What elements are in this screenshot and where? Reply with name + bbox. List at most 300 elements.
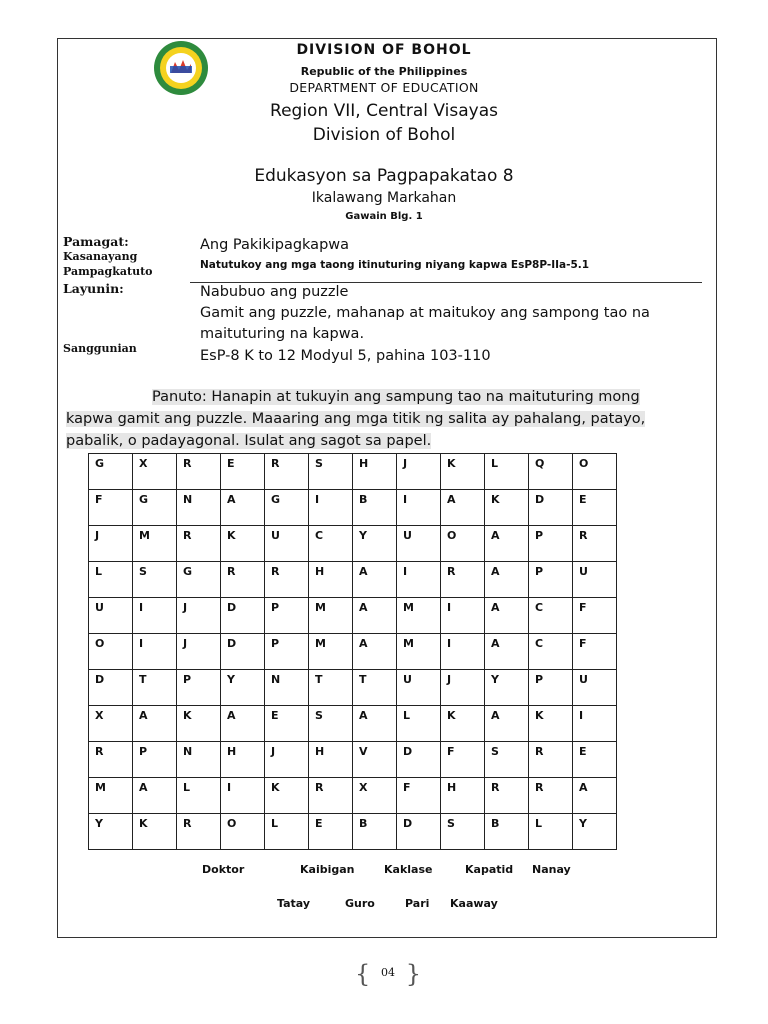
grid-row (89, 778, 617, 814)
grid-letter: H (359, 457, 369, 470)
grid-letter: I (139, 637, 144, 650)
grid-cell (441, 778, 485, 814)
grid-letter: H (447, 781, 457, 794)
grid-letter: X (359, 781, 368, 794)
grid-cell (309, 526, 353, 562)
grid-letter: P (535, 673, 544, 686)
grid-letter: I (403, 565, 408, 578)
panuto-instructions (66, 386, 706, 452)
grid-row (89, 562, 617, 598)
grid-cell (353, 742, 397, 778)
grid-letter: S (315, 709, 323, 722)
grid-cell (441, 742, 485, 778)
grid-cell (485, 742, 529, 778)
grid-letter: M (403, 601, 414, 614)
kasanayan-value: Natutukoy ang mga taong itinuturing niyang kapwa EsP8P-IIa-5.1 (200, 259, 590, 271)
grid-cell (177, 562, 221, 598)
grid-cell (529, 814, 573, 850)
grid-letter: R (491, 781, 500, 794)
grid-letter: R (95, 745, 104, 758)
grid-row (89, 454, 617, 490)
grid-cell (529, 670, 573, 706)
grid-cell (265, 490, 309, 526)
grid-cell (265, 670, 309, 706)
grid-cell (309, 562, 353, 598)
grid-cell (309, 634, 353, 670)
grid-letter: I (447, 601, 452, 614)
page-bracket-left: { (355, 960, 371, 988)
grid-letter: R (579, 529, 588, 542)
word-nanay: Nanay (532, 863, 571, 876)
grid-cell (353, 490, 397, 526)
grid-letter: Q (535, 457, 545, 470)
grid-cell (397, 562, 441, 598)
grid-letter: K (271, 781, 280, 794)
grid-cell (221, 526, 265, 562)
grid-letter: R (271, 565, 280, 578)
grid-cell (221, 706, 265, 742)
grid-letter: D (403, 745, 413, 758)
grid-cell (309, 490, 353, 526)
grid-letter: M (315, 601, 326, 614)
grid-letter: P (183, 673, 192, 686)
grid-cell (265, 706, 309, 742)
grid-letter: K (183, 709, 192, 722)
grid-letter: K (535, 709, 544, 722)
word-kaaway: Kaaway (450, 897, 498, 910)
grid-row (89, 598, 617, 634)
grid-cell (573, 562, 617, 598)
grid-cell (485, 454, 529, 490)
grid-row (89, 814, 617, 850)
grid-cell (441, 670, 485, 706)
grid-letter: K (447, 457, 456, 470)
grid-letter: Y (95, 817, 103, 830)
grid-letter: F (447, 745, 455, 758)
grid-letter: D (95, 673, 105, 686)
grid-letter: J (447, 673, 452, 686)
grid-cell (309, 742, 353, 778)
grid-letter: K (227, 529, 236, 542)
grid-letter: L (491, 457, 499, 470)
grid-letter: F (95, 493, 103, 506)
grid-cell (309, 778, 353, 814)
grid-letter: L (403, 709, 411, 722)
grid-letter: J (95, 529, 100, 542)
grid-cell (353, 706, 397, 742)
word-kaklase: Kaklase (384, 863, 433, 876)
grid-cell (441, 634, 485, 670)
grid-cell (529, 562, 573, 598)
grid-letter: H (315, 565, 325, 578)
grid-letter: O (579, 457, 589, 470)
grid-cell (89, 526, 133, 562)
grid-letter: R (271, 457, 280, 470)
layunin-line1: Nabubuo ang puzzle (200, 284, 349, 300)
grid-cell (221, 778, 265, 814)
grid-letter: J (183, 601, 188, 614)
grid-letter: K (491, 493, 500, 506)
grid-cell (89, 742, 133, 778)
grid-letter: J (403, 457, 408, 470)
grid-letter: A (139, 709, 148, 722)
grid-letter: A (491, 601, 500, 614)
grid-cell (573, 454, 617, 490)
grid-cell (177, 778, 221, 814)
grid-row (89, 742, 617, 778)
grid-letter: C (535, 601, 544, 614)
grid-letter: B (359, 817, 368, 830)
grid-letter: M (403, 637, 414, 650)
grid-letter: C (315, 529, 324, 542)
grid-letter: A (491, 637, 500, 650)
kasanayan-label-1: Kasanayang (63, 250, 138, 263)
grid-letter: S (447, 817, 455, 830)
grid-letter: N (271, 673, 281, 686)
grid-letter: A (359, 637, 368, 650)
grid-letter: A (359, 565, 368, 578)
grid-letter: V (359, 745, 368, 758)
grid-cell (573, 634, 617, 670)
grid-cell (221, 598, 265, 634)
kasanayan-label-2: Pampagkatuto (63, 265, 153, 278)
grid-letter: M (315, 637, 326, 650)
grid-letter: R (535, 745, 544, 758)
grid-cell (573, 670, 617, 706)
grid-letter: D (535, 493, 545, 506)
grid-cell (89, 490, 133, 526)
grid-letter: S (491, 745, 499, 758)
grid-cell (397, 526, 441, 562)
grid-cell (133, 814, 177, 850)
grid-cell (353, 814, 397, 850)
grid-cell (353, 454, 397, 490)
grid-letter: U (95, 601, 104, 614)
grid-row (89, 490, 617, 526)
grid-cell (529, 742, 573, 778)
grid-letter: A (139, 781, 148, 794)
grid-letter: R (183, 529, 192, 542)
grid-letter: T (139, 673, 147, 686)
grid-cell (177, 814, 221, 850)
grid-cell (133, 526, 177, 562)
grid-letter: R (227, 565, 236, 578)
grid-cell (221, 490, 265, 526)
grid-letter: L (535, 817, 543, 830)
pamagat-label: Pamagat: (63, 234, 129, 249)
grid-cell (89, 814, 133, 850)
grid-cell (485, 562, 529, 598)
grid-letter: A (491, 709, 500, 722)
grid-cell (309, 670, 353, 706)
grid-cell (573, 526, 617, 562)
grid-cell (221, 670, 265, 706)
grid-letter: O (95, 637, 105, 650)
grid-cell (573, 598, 617, 634)
grid-letter: T (359, 673, 367, 686)
grid-letter: X (95, 709, 104, 722)
republic-text: Republic of the Philippines (300, 65, 468, 78)
grid-letter: R (183, 457, 192, 470)
grid-cell (89, 634, 133, 670)
pamagat-value: Ang Pakikipagkapwa (200, 237, 350, 253)
panuto-line1: Panuto: Hanapin at tukuyin ang sampung tao na maituturing mong (152, 389, 640, 405)
sanggunian-label: Sanggunian (63, 342, 137, 355)
grid-cell (573, 706, 617, 742)
word-doktor: Doktor (202, 863, 245, 876)
grid-cell (133, 742, 177, 778)
grid-cell (177, 634, 221, 670)
grid-cell (353, 670, 397, 706)
grid-letter: F (579, 637, 587, 650)
grid-cell (353, 598, 397, 634)
word-kapatid: Kapatid (465, 863, 514, 876)
grid-letter: R (535, 781, 544, 794)
grid-cell (221, 742, 265, 778)
grid-letter: S (139, 565, 147, 578)
grid-cell (397, 670, 441, 706)
grid-cell (441, 814, 485, 850)
grid-cell (397, 598, 441, 634)
grid-cell (529, 634, 573, 670)
grid-cell (353, 526, 397, 562)
grid-cell (133, 490, 177, 526)
grid-cell (309, 706, 353, 742)
grid-cell (177, 526, 221, 562)
grid-letter: I (139, 601, 144, 614)
grid-letter: Y (579, 817, 587, 830)
grid-cell (133, 670, 177, 706)
grid-letter: H (315, 745, 325, 758)
grid-letter: A (579, 781, 588, 794)
grid-letter: I (447, 637, 452, 650)
grid-cell (529, 454, 573, 490)
grid-cell (89, 562, 133, 598)
division-title: DIVISION OF BOHOL (296, 42, 472, 58)
grid-cell (265, 454, 309, 490)
grid-cell (89, 670, 133, 706)
grid-letter: G (95, 457, 105, 470)
grid-letter: R (315, 781, 324, 794)
grid-letter: D (227, 637, 237, 650)
word-kaibigan: Kaibigan (300, 863, 355, 876)
subject-title: Edukasyon sa Pagpapakatao 8 (254, 166, 514, 186)
grid-row (89, 670, 617, 706)
grid-letter: G (139, 493, 149, 506)
grid-letter: C (535, 637, 544, 650)
grid-letter: R (447, 565, 456, 578)
grid-letter: X (139, 457, 148, 470)
grid-letter: F (403, 781, 411, 794)
grid-letter: P (535, 565, 544, 578)
grid-letter: A (227, 709, 236, 722)
grid-cell (353, 562, 397, 598)
activity-number: Gawain Blg. 1 (345, 211, 423, 222)
page-number: 04 (381, 966, 395, 979)
grid-cell (397, 778, 441, 814)
grid-cell (353, 634, 397, 670)
grid-cell (397, 634, 441, 670)
grid-letter: O (447, 529, 457, 542)
grid-letter: J (271, 745, 276, 758)
grid-cell (89, 706, 133, 742)
department-text: DEPARTMENT OF EDUCATION (289, 80, 479, 95)
divider-line (190, 282, 702, 283)
grid-cell (573, 490, 617, 526)
grid-cell (397, 814, 441, 850)
grid-cell (529, 526, 573, 562)
grid-letter: B (491, 817, 500, 830)
grid-letter: N (183, 745, 193, 758)
grid-cell (133, 634, 177, 670)
word-tatay: Tatay (277, 897, 311, 910)
grid-cell (441, 490, 485, 526)
grid-letter: M (95, 781, 106, 794)
grid-cell (177, 670, 221, 706)
grid-letter: E (579, 745, 587, 758)
layunin-line2: Gamit ang puzzle, mahanap at maitukoy ang sampong tao na (200, 305, 650, 321)
grid-cell (177, 742, 221, 778)
grid-letter: N (183, 493, 193, 506)
grid-letter: E (579, 493, 587, 506)
grid-cell (309, 814, 353, 850)
grid-cell (441, 526, 485, 562)
grid-letter: B (359, 493, 368, 506)
grid-cell (441, 454, 485, 490)
grid-cell (89, 454, 133, 490)
grid-cell (397, 742, 441, 778)
grid-cell (397, 454, 441, 490)
grid-letter: T (315, 673, 323, 686)
grid-letter: D (403, 817, 413, 830)
grid-letter: M (139, 529, 150, 542)
grid-cell (309, 598, 353, 634)
division-text: Division of Bohol (312, 125, 456, 145)
grid-letter: Y (359, 529, 367, 542)
grid-letter: K (139, 817, 148, 830)
grid-letter: I (315, 493, 320, 506)
page-number-box (355, 960, 421, 986)
grid-letter: Y (227, 673, 235, 686)
grid-letter: P (271, 601, 280, 614)
grid-cell (573, 742, 617, 778)
grid-cell (485, 778, 529, 814)
grid-cell (573, 814, 617, 850)
word-pari: Pari (405, 897, 430, 910)
grid-letter: U (271, 529, 280, 542)
grid-cell (397, 706, 441, 742)
grid-cell (441, 706, 485, 742)
grid-cell (529, 598, 573, 634)
grid-letter: Y (491, 673, 499, 686)
grid-cell (177, 490, 221, 526)
grid-cell (221, 454, 265, 490)
grid-letter: J (183, 637, 188, 650)
grid-letter: A (359, 709, 368, 722)
grid-letter: S (315, 457, 323, 470)
grid-cell (221, 814, 265, 850)
grid-letter: U (579, 565, 588, 578)
grid-letter: E (271, 709, 279, 722)
grid-cell (177, 454, 221, 490)
grid-cell (133, 706, 177, 742)
grid-cell (265, 598, 309, 634)
grid-cell (177, 706, 221, 742)
grid-cell (89, 598, 133, 634)
quarter-text: Ikalawang Markahan (311, 190, 457, 206)
grid-letter: G (183, 565, 193, 578)
grid-letter: H (227, 745, 237, 758)
grid-letter: I (227, 781, 232, 794)
grid-cell (133, 454, 177, 490)
grid-letter: A (359, 601, 368, 614)
grid-letter: U (403, 673, 412, 686)
layunin-label: Layunin: (63, 281, 124, 296)
grid-cell (353, 778, 397, 814)
grid-cell (265, 634, 309, 670)
grid-cell (133, 562, 177, 598)
grid-row (89, 706, 617, 742)
grid-cell (89, 778, 133, 814)
grid-letter: D (227, 601, 237, 614)
grid-letter: I (579, 709, 584, 722)
grid-letter: R (183, 817, 192, 830)
sanggunian-value: EsP-8 K to 12 Modyul 5, pahina 103-110 (200, 348, 491, 364)
grid-letter: P (139, 745, 148, 758)
grid-letter: L (271, 817, 279, 830)
grid-cell (529, 778, 573, 814)
grid-cell (133, 778, 177, 814)
grid-cell (485, 814, 529, 850)
grid-cell (265, 742, 309, 778)
grid-cell (265, 526, 309, 562)
grid-letter: I (403, 493, 408, 506)
grid-cell (485, 598, 529, 634)
grid-cell (485, 670, 529, 706)
grid-row (89, 526, 617, 562)
panuto-line2: kapwa gamit ang puzzle. Maaaring ang mga titik ng salita ay pahalang, patayo, (66, 411, 646, 427)
grid-letter: E (315, 817, 323, 830)
grid-cell (221, 562, 265, 598)
grid-cell (441, 598, 485, 634)
grid-cell (397, 490, 441, 526)
grid-letter: G (271, 493, 281, 506)
grid-cell (485, 526, 529, 562)
grid-cell (485, 706, 529, 742)
grid-letter: A (491, 565, 500, 578)
grid-cell (529, 706, 573, 742)
grid-letter: P (271, 637, 280, 650)
grid-cell (133, 598, 177, 634)
grid-cell (265, 814, 309, 850)
grid-cell (485, 490, 529, 526)
grid-cell (309, 454, 353, 490)
grid-letter: A (447, 493, 456, 506)
grid-cell (177, 598, 221, 634)
grid-cell (485, 634, 529, 670)
grid-letter: E (227, 457, 235, 470)
grid-row (89, 634, 617, 670)
grid-letter: K (447, 709, 456, 722)
grid-letter: O (227, 817, 237, 830)
grid-cell (441, 562, 485, 598)
layunin-line3: maituturing na kapwa. (200, 326, 365, 342)
page-bracket-right: } (405, 960, 421, 988)
grid-letter: L (95, 565, 103, 578)
grid-letter: P (535, 529, 544, 542)
grid-letter: A (491, 529, 500, 542)
word-guro: Guro (345, 897, 375, 910)
